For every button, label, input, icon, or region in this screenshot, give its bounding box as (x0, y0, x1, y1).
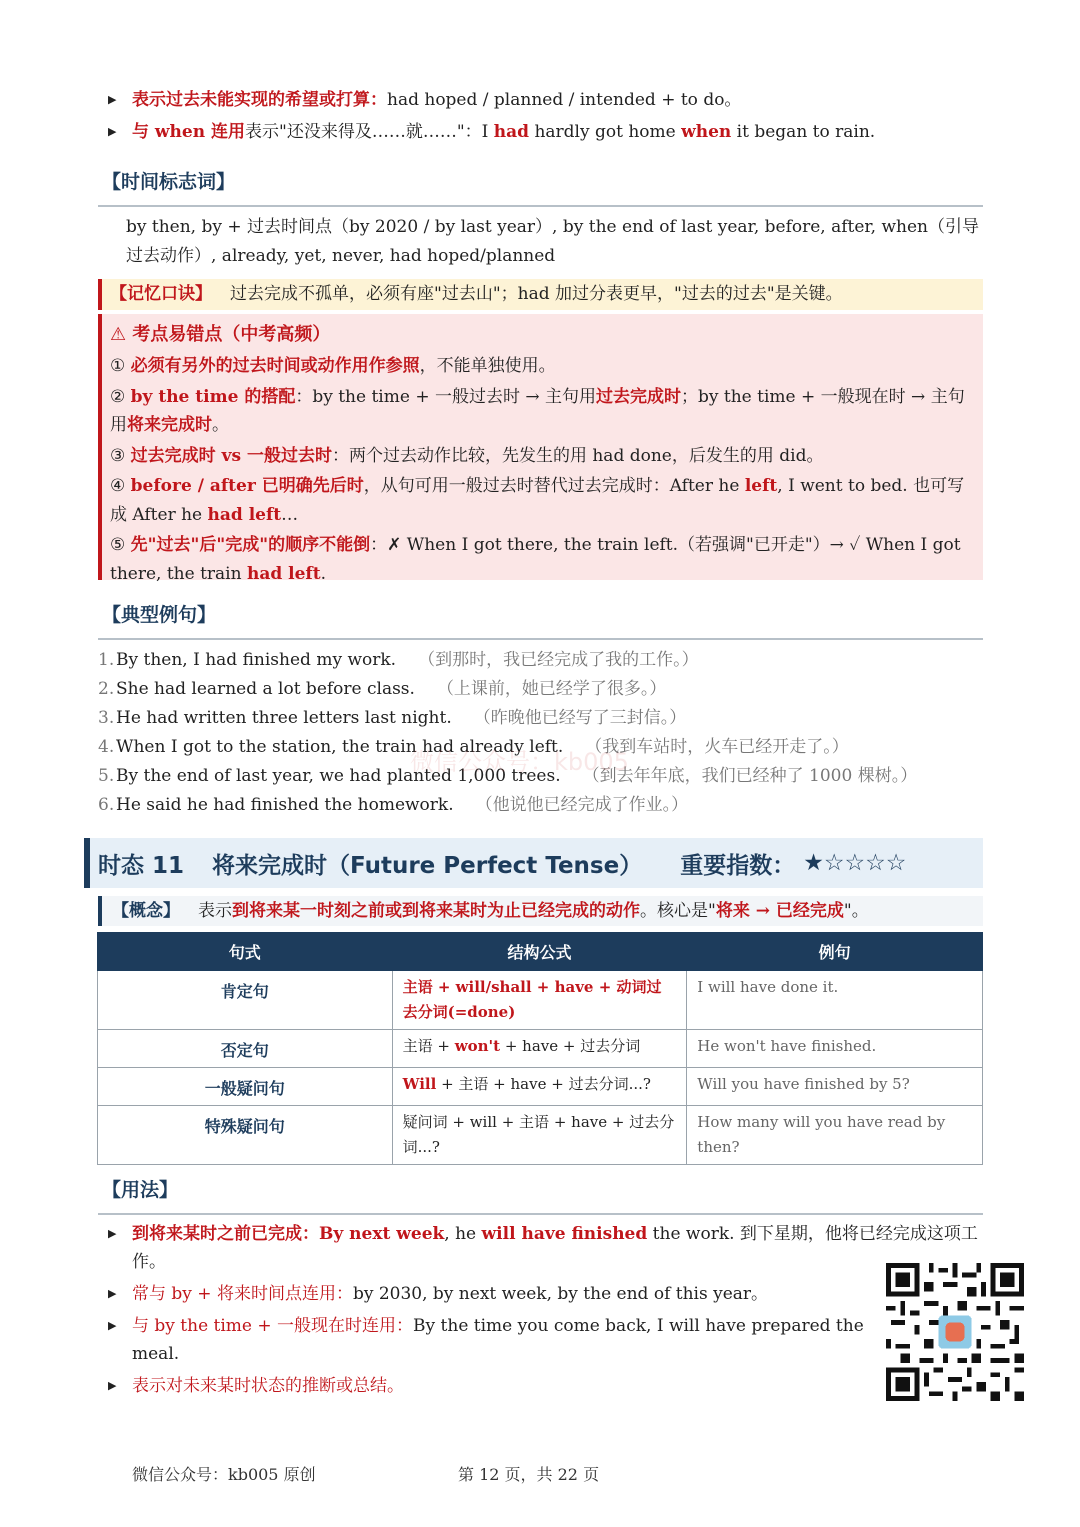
table-row (98, 1106, 983, 1165)
formula: Will + 主语 + have + 过去分词...? (392, 1068, 687, 1106)
page-number: 第 12 页，共 22 页 (458, 1465, 600, 1484)
sentence-type: 一般疑问句 (98, 1068, 393, 1106)
warning-item: ③ 过去完成时 vs 一般过去时：两个过去动作比较，先发生的用 had done，后发生的用 did。 (110, 445, 824, 466)
time-words-text: by then, by + 过去时间点（by 2020 / by last year）, by the end of last year, before, after, when（引导过去动作）, already, yet, never, had hoped/planned (126, 217, 979, 266)
concept-tag: 【概念】 (112, 901, 180, 921)
example: He won't have finished. (687, 1030, 983, 1068)
warning-item: ⑤ 先"过去"后"完成"的顺序不能倒：✗ When I got there, the train left.（若强调"已开走"）→ ✓ When I got there, the train had left. (110, 535, 961, 584)
watermark: 微信公众号：kb005 (410, 748, 629, 776)
bullet-keyword: had (493, 122, 530, 142)
bullet-marker-icon: ▶ (108, 1287, 117, 1300)
bullet-highlight: 与 when 连用 (132, 122, 246, 142)
concept-highlight: 将来 → 已经完成 (715, 901, 844, 921)
sentence-type: 特殊疑问句 (98, 1106, 393, 1165)
memo-text: 过去完成不孤单，必须有座"过去山"；had 加过分表更早，"过去的过去"是关键。 (230, 284, 843, 304)
usage-bullets (108, 1220, 978, 1400)
tense-name: 将来完成时（Future Perfect Tense） (212, 852, 643, 879)
concept-highlight: 到将来某一时刻之前或到将来某时为止已经完成的动作 (232, 901, 640, 921)
warning-item: ④ before / after 已明确先后时，从句可用一般过去时替代过去完成时：After he left, I went to bed. 也可写成 After he had left… (110, 476, 965, 525)
importance-label: 重要指数： (680, 852, 796, 879)
warning-title: ⚠ 考点易错点（中考高频） (110, 324, 331, 345)
table-header-row (98, 933, 983, 971)
top-bullets (108, 86, 988, 146)
bullet-highlight: 表示过去未能实现的希望或打算： (132, 90, 387, 110)
example-item: 3. He had written three letters last night. （昨晚他已经写了三封信。） (98, 708, 687, 728)
tense-header (84, 838, 983, 888)
warning-item: ① 必须有另外的过去时间或动作用作参照，不能单独使用。 (110, 356, 556, 376)
example-item: 1. By then, I had finished my work. （到那时，我已经完成了我的工作。） (98, 650, 699, 670)
example-item: 5. By the end of last year, we had planted 1,000 trees. （到去年年底，我们已经种了 1000 棵树。） (98, 766, 918, 786)
example: How many will you have read by then? (687, 1106, 983, 1165)
formula: 主语 + won't + have + 过去分词 (392, 1030, 687, 1068)
structure-table (97, 932, 983, 1165)
table-row (98, 971, 983, 1030)
tense-number: 时态 11 (98, 852, 185, 879)
bullet-item: ▶ 与 by the time + 一般现在时连用：By the time you come back, I will have prepared the meal. (108, 1312, 878, 1368)
example: I will have done it. (687, 971, 983, 1030)
section-title-examples: 【典型例句】 (102, 604, 217, 626)
example-item: 6. He said he had finished the homework. （他说他已经完成了作业。） (98, 795, 689, 815)
bullet-text: it began to rain. (731, 122, 876, 142)
sentence-type: 否定句 (98, 1030, 393, 1068)
table-row (98, 1030, 983, 1068)
bullet-marker-icon: ▶ (108, 1319, 117, 1332)
sentence-type: 肯定句 (98, 971, 393, 1030)
column-header: 结构公式 (392, 933, 687, 971)
column-header: 句式 (98, 933, 393, 971)
section-title-usage: 【用法】 (102, 1179, 179, 1201)
divider (98, 638, 983, 640)
bullet-text: hardly got home (529, 122, 682, 142)
bullet-keyword: when (681, 122, 732, 142)
divider (98, 1213, 983, 1215)
table-row (98, 1068, 983, 1106)
bullet-marker-icon: ▶ (108, 93, 117, 106)
example: Will you have finished by 5? (687, 1068, 983, 1106)
concept-box: 【概念】 表示到将来某一时刻之前或到将来某时为止已经完成的动作。核心是"将来 → 已经完成"。 (98, 896, 983, 926)
warning-box (98, 314, 983, 584)
footer-source: 微信公众号：kb005 原创 (132, 1465, 316, 1484)
importance-stars-icon: ★☆☆☆☆ (803, 850, 907, 876)
column-header: 例句 (687, 933, 983, 971)
formula: 疑问词 + will + 主语 + have + 过去分词...? (392, 1106, 687, 1165)
section-title-time-words: 【时间标志词】 (102, 171, 236, 193)
formula: 主语 + will/shall + have + 动词过去分词(=done) (392, 971, 687, 1030)
example-item: 2. She had learned a lot before class. （上课前，她已经学了很多。） (98, 679, 667, 699)
memo-tag: 【记忆口诀】 (110, 284, 212, 304)
divider (98, 205, 983, 207)
example-item: 4. When I got to the station, the train had already left. （我到车站时，火车已经开走了。） (98, 737, 849, 757)
bullet-item: ▶ 到将来某时之前已完成：By next week, he will have finished the work. 到下星期，他将已经完成这项工作。 (108, 1220, 978, 1276)
bullet-item (108, 118, 988, 146)
bullet-item: ▶ 常与 by + 将来时间点连用：by 2030, by next week, by the end of this year。 (108, 1280, 868, 1308)
warning-item: ② by the time 的搭配：by the time + 一般过去时 → 主句用过去完成时；by the time + 一般现在时 → 主句用将来完成时。 (110, 386, 965, 435)
bullet-marker-icon: ▶ (108, 125, 117, 138)
bullet-item: ▶ 表示对未来某时状态的推断或总结。 (108, 1372, 868, 1400)
bullet-marker-icon: ▶ (108, 1227, 117, 1240)
bullet-text: 表示"还没来得及……就……"：I (245, 122, 494, 142)
memo-box (98, 279, 983, 310)
bullet-text: had hoped / planned / intended + to do。 (387, 90, 742, 110)
bullet-item (108, 86, 988, 114)
bullet-marker-icon: ▶ (108, 1379, 117, 1392)
qr-code-icon (886, 1263, 1024, 1401)
example-list (98, 646, 983, 820)
